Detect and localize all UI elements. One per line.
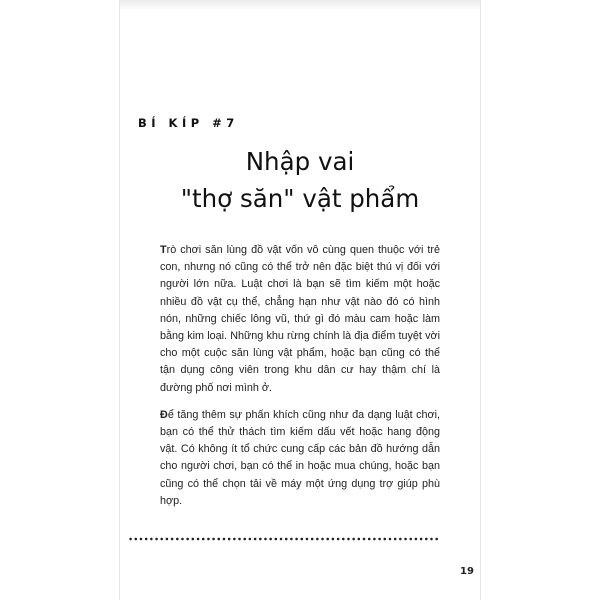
- body-text: [160, 242, 440, 520]
- paragraph: [160, 407, 440, 510]
- paragraph-text: rò chơi săn lùng đồ vật vốn vô cùng quen thuộc với trẻ con, nhưng nó cũng có thể trở nên đặc biệt thú vị đối với người lớn nữa. Luật chơi là bạn sẽ tìm kiếm một hoặc nhiều đồ vật cụ thể, chẳng hạn như vật nào đó có hình nón, những chiếc lông vũ, thứ gì đó màu cam hoặc làm bằng kim loại. Những khu rừng chính là địa điểm tuyệt vời cho một cuộc săn lùng vật phẩm, hoặc bạn cũng có thể tận dụng công viên trong khu dân cư hay thậm chí là đường phố nơi mình ở.: [160, 244, 440, 394]
- chapter-title: [120, 143, 480, 217]
- chapter-title-line-2: "thợ săn" vật phẩm: [180, 184, 420, 213]
- paragraph-initial: T: [160, 244, 167, 256]
- page-top-shade: [120, 0, 480, 10]
- dotted-divider: [128, 537, 438, 541]
- paragraph-text: ể tăng thêm sự phấn khích cũng như đa dạng luật chơi, bạn có thể thử thách tìm kiếm dấu vết hoặc hang động vật. Có không ít tổ chức cung cấp các bản đồ hướng dẫn cho người chơi, bạn có thể in hoặc mua chúng, hoặc bạn cũng có thể chọn tải về máy một ứng dụng trợ giúp phù hợp.: [160, 408, 440, 507]
- book-page: [120, 0, 480, 600]
- chapter-title-line-1: Nhập vai: [245, 147, 355, 176]
- section-tag: BÍ KÍP #7: [138, 116, 239, 130]
- paragraph-initial: Đ: [160, 408, 168, 421]
- page-number: 19: [460, 566, 474, 577]
- paragraph: [160, 242, 440, 397]
